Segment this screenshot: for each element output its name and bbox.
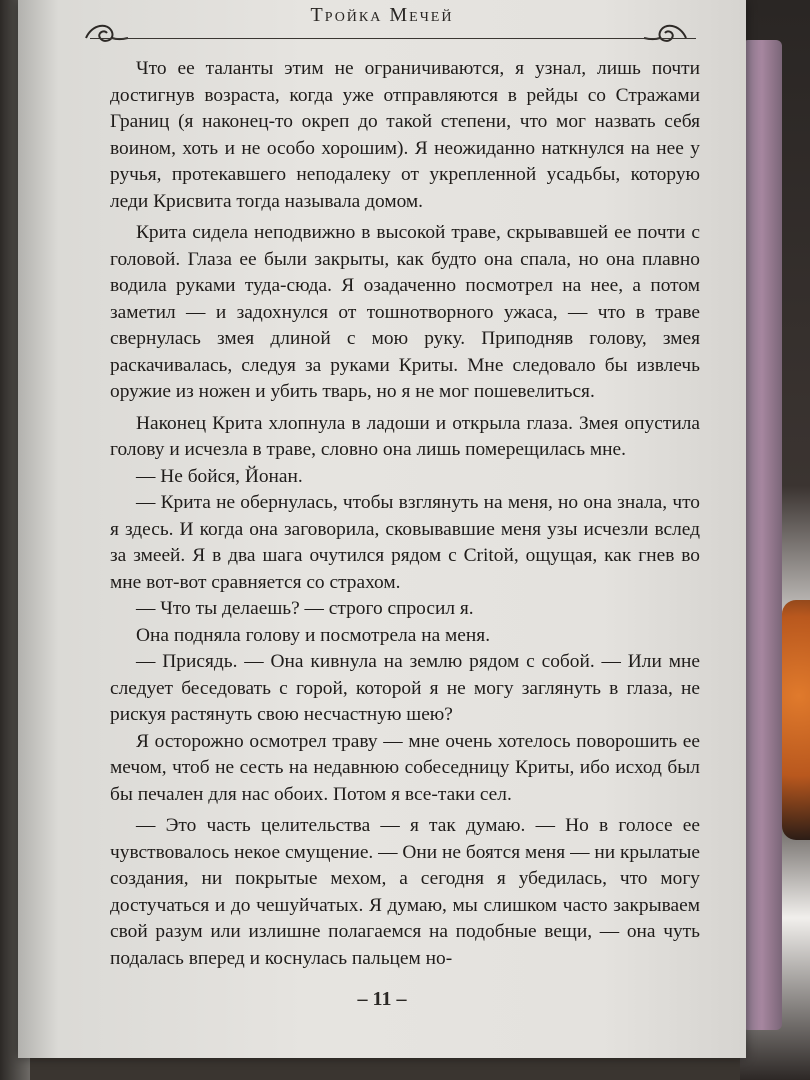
- plush-toy: [782, 600, 810, 840]
- page-number: – 11 –: [357, 988, 407, 1010]
- flourish-right-icon: [644, 14, 694, 54]
- paragraph: — Что ты делаешь? — строго спросил я.: [136, 598, 474, 619]
- paragraph: — Не бойся, Йонан.: [136, 465, 303, 487]
- header-rule: [90, 38, 696, 39]
- running-head: Тройка Мечей: [310, 4, 454, 26]
- paragraph: — Это часть целительства — я так думаю. — Но в голосе ее чувствовалось некое смущение. — Они не боятся меня — ни крылатые создания, ни покрытые мехом, а сегодня я убедилась, что могу достучаться и до чешуйчатых. Я думаю, мы слишком часто закрываем свой разум или излишне полагаемся на подобные вещи, — она чуть подалась вперед и коснулась пальцем но-: [110, 815, 700, 969]
- body-text: [110, 56, 700, 972]
- paragraph: — Присядь. — Она кивнула на землю рядом с собой. — Или мне следует беседовать с горой, которой я не могу заглянуть в глаза, не рискуя растянуть свою несчастную шею?: [110, 651, 700, 725]
- book-cover-edge: [742, 40, 782, 1030]
- paragraph: Что ее таланты этим не ограничиваются, я узнал, лишь почти достигнув возраста, когда уже отправляются в рейды со Стражами Границ (я наконец-то окреп до такой степени, что мог назвать себя воином, хоть и не особо хорошим). Я неожиданно наткнулся на нее у ручья, протекавшего неподалеку от укрепленной усадьбы, которую леди Крисвита тогда называла домом.: [110, 58, 700, 212]
- paragraph: Она подняла голову и посмотрела на меня.: [136, 624, 491, 646]
- book-page: [18, 0, 746, 1058]
- paragraph: Крита сидела неподвижно в высокой траве, скрывавшей ее почти с головой. Глаза ее были закрыты, как будто она спала, но она плавно водила руками туда-сюда. Я озадаченно посмотрел на нее, а потом заметил — и задохнулся от тошнотворного ужаса, — что в траве свернулась змея длиной с мою руку. Приподняв голову, змея раскачивалась, следуя за руками Криты. Мне следовало бы извлечь оружие из ножен и убить тварь, но я не мог пошевелиться.: [110, 222, 700, 402]
- paragraph: Наконец Крита хлопнула в ладоши и открыла глаза. Змея опустила голову и исчезла в траве, словно она лишь померещилась мне.: [110, 412, 700, 460]
- paragraph: Я осторожно осмотрел траву — мне очень хотелось поворошить ее мечом, чтоб не сесть на недавнюю собеседницу Криты, ибо исход был бы печален для нас обоих. Потом я все-таки сел.: [110, 730, 700, 805]
- paragraph: — Крита не обернулась, чтобы взглянуть на меня, но она знала, что я здесь. И когда она заговорила, сковывавшие меня узы исчезли вслед за змеей. Я в два шага очутился рядом с Critой, ощущая, как гнев во мне вот-вот сравняется со страхом.: [110, 492, 700, 593]
